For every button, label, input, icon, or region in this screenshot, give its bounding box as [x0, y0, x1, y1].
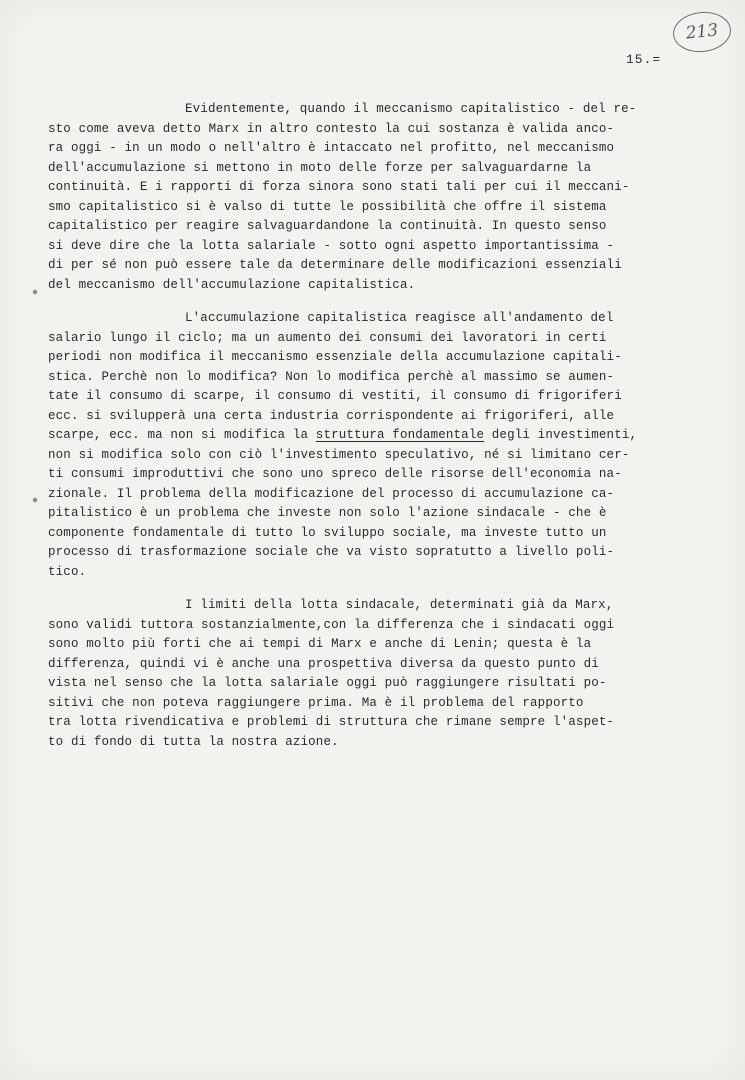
text-segment: scarpe, ecc. ma non si modifica la	[48, 428, 316, 442]
text-line: ecc. si svilupperà una certa industria corrispondente ai frigoriferi, alle	[48, 408, 615, 423]
text-line: pitalistico è un problema che investe non solo l'azione sindacale - che è	[48, 506, 607, 520]
margin-mark	[32, 289, 37, 294]
text-line: differenza, quindi vi è anche una prospettiva diversa da questo punto di	[48, 656, 599, 671]
text-line: capitalistico per reagire salvaguardandone la continuità. In questo senso	[48, 219, 607, 233]
text-line: processo di trasformazione sociale che va visto sopratutto a livello poli-	[48, 545, 615, 559]
text-line: sono validi tuttora sostanzialmente,con la differenza che i sindacati oggi	[48, 617, 615, 632]
archive-stamp-number: 213	[671, 9, 733, 55]
text-line: del meccanismo dell'accumulazione capitalistica.	[48, 277, 416, 292]
text-line: sono molto più forti che ai tempi di Marx e anche di Lenin; questa è la	[48, 637, 592, 651]
paragraph-1	[48, 100, 738, 295]
text-line: si deve dire che la lotta salariale - sotto ogni aspetto importantissima -	[48, 238, 615, 253]
text-line: di per sé non può essere tale da determinare delle modificazioni essenziali	[48, 258, 622, 272]
text-line: periodi non modifica il meccanismo essenziale della accumulazione capitali-	[48, 350, 622, 364]
text-line: tra lotta rivendicativa e problemi di struttura che rimane sempre l'aspet-	[48, 715, 615, 729]
margin-mark	[32, 497, 37, 502]
text-line: sitivi che non poteva raggiungere prima. Ma è il problema del rapporto	[48, 695, 584, 710]
underlined-text-line	[48, 426, 738, 446]
text-line: ti consumi improduttivi che sono uno spreco delle risorse dell'economia na-	[48, 467, 622, 481]
text-line: non si modifica solo con ciò l'investimento speculativo, né si limitano cer-	[48, 447, 630, 462]
paragraph-2	[48, 309, 738, 582]
text-segment: degli investimenti,	[484, 428, 638, 442]
text-line: ra oggi - in un modo o nell'altro è intaccato nel profitto, nel meccanismo	[48, 141, 615, 155]
text-line: dell'accumulazione si mettono in moto delle forze per salvaguardarne la	[48, 160, 592, 175]
text-line: Evidentemente, quando il meccanismo capitalistico - del re-	[185, 102, 637, 116]
text-line: to di fondo di tutta la nostra azione.	[48, 734, 339, 749]
text-line: tico.	[48, 564, 87, 579]
text-line: continuità. E i rapporti di forza sinora sono stati tali per cui il meccani-	[48, 180, 630, 194]
underlined-phrase: struttura fondamentale	[315, 428, 485, 442]
text-line: vista nel senso che la lotta salariale oggi può raggiungere risultati po-	[48, 676, 607, 690]
text-line: zionale. Il problema della modificazione del processo di accumulazione ca-	[48, 486, 615, 501]
text-line: smo capitalistico si è valso di tutte le possibilità che offre il sistema	[48, 199, 607, 214]
text-line: I limiti della lotta sindacale, determinati già da Marx,	[185, 598, 614, 612]
body-text	[48, 100, 738, 766]
paragraph-3	[48, 596, 738, 752]
page-number: 15.=	[626, 52, 662, 67]
text-line: stica. Perchè non lo modifica? Non lo modifica perchè al massimo se aumen-	[48, 369, 615, 384]
text-line: salario lungo il ciclo; ma un aumento dei consumi dei lavoratori in certi	[48, 330, 607, 345]
text-line: L'accumulazione capitalistica reagisce all'andamento del	[185, 311, 614, 325]
text-line: componente fondamentale di tutto lo sviluppo sociale, ma investe tutto un	[48, 525, 607, 540]
text-line: tate il consumo di scarpe, il consumo di vestiti, il consumo di frigoriferi	[48, 389, 622, 403]
text-line: sto come aveva detto Marx in altro contesto la cui sostanza è valida anco-	[48, 121, 615, 136]
